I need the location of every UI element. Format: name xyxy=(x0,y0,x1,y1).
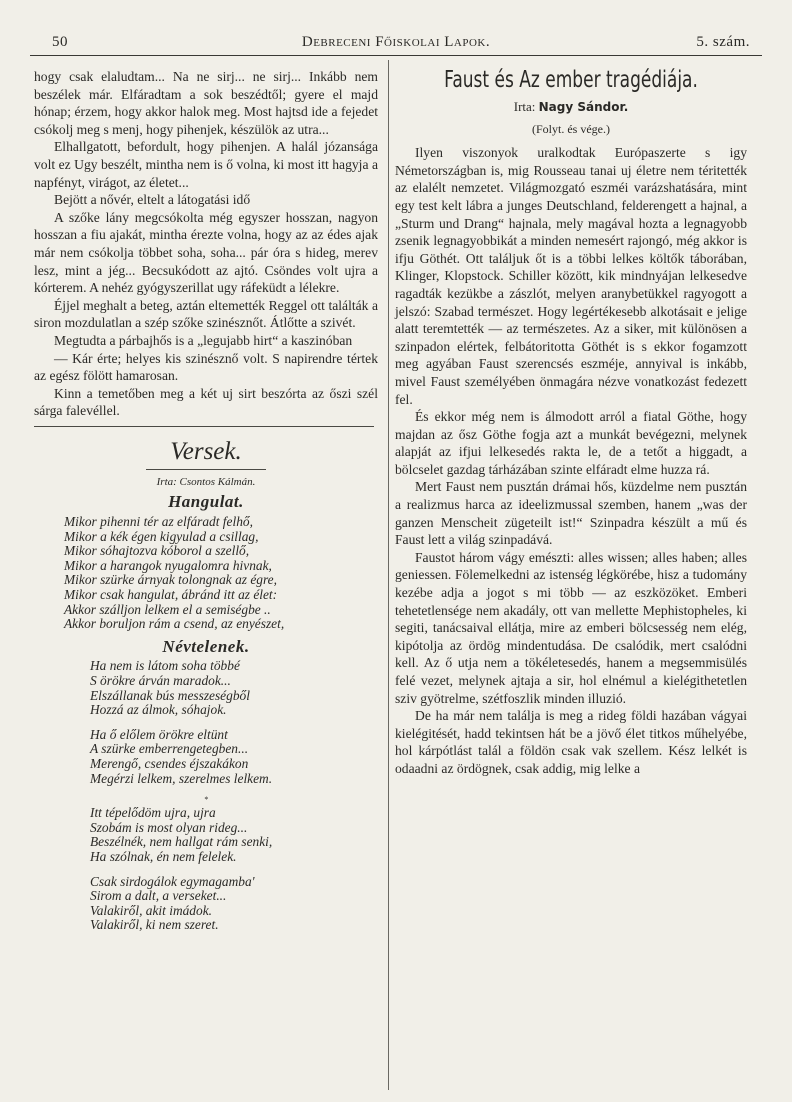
versek-author: Irta: Csontos Kálmán. xyxy=(156,475,256,488)
poem-line: Mikor a kék égen kigyulad a csillag, xyxy=(64,528,259,544)
poem-line: Valakiről, akit imádok. xyxy=(90,902,212,918)
poem-line: Beszélnék, nem hallgat rám senki, xyxy=(90,834,273,850)
article-paragraph: De ha már nem találja is meg a rideg földi hazában vágyai kielégitését, hadd tekintsen hát be a jövő élet titkos műhelyébe, hol kárpótlást talál a földön csak vak szellem. Kész lelkét is odaadni az ördögnek, csak addig, mig lelke a xyxy=(395,708,747,776)
poem-line: S örökre árván maradok... xyxy=(90,673,231,688)
poem-line: Mikor csak hangulat, ábránd itt az élet: xyxy=(64,587,278,603)
poem-line: Hozzá az álmok, sóhajok. xyxy=(90,702,227,718)
story-paragraph: Éjjel meghalt a beteg, aztán eltemették Reggel ott találták a siron mozdulatlan a szép szőke szinésznőt. Átlőtte a szivét. xyxy=(34,297,378,331)
page-number: 50 xyxy=(52,34,68,50)
versek-title: Versek. xyxy=(170,437,242,465)
poem-line: Szobám is most olyan rideg... xyxy=(90,819,248,835)
issue-number: 5. szám. xyxy=(696,34,750,50)
poem-line: Akkor szálljon lelkem el a semiségbe .. xyxy=(64,601,271,617)
article-byline xyxy=(395,98,747,117)
story-paragraph: Elhallgatott, befordult, hogy pihenjen. A halál józansága volt ez Ugy beszélt, mintha nem is ő volna, ki most itt hagyja a napfényt, virágot, az életet... xyxy=(34,139,378,190)
article-title: Faust és Az ember tragédiája. xyxy=(444,67,698,93)
byline-prefix: Irta: xyxy=(513,99,536,114)
poem-line: Megérzi lelkem, szerelmes lelkem. xyxy=(90,770,273,786)
poem-stanza xyxy=(90,728,378,786)
poem-line: Sirom a dalt, a verseket... xyxy=(90,888,227,904)
story-paragraph: Bejött a nővér, eltelt a látogatási idő xyxy=(54,192,251,208)
poem-line: Ha ő előlem örökre eltünt xyxy=(90,726,228,742)
poem-stanza xyxy=(90,659,378,717)
poem-stanza xyxy=(90,806,378,864)
article-paragraph: Faustot három vágy emészti: alles wissen; alles haben; alles geniessen. Fölemelkedni az istenség légkörébe, hisz a tudomány kezébe adja a jogot s mi több — az eszközöket. Emberi tehetetlensége nem akadály, ott van mellette Mephistopheles, ki segiti, tanácsaival ellátja, mire az emberi bölcsesség nem elég, kipótolja az ördög mindentudása. De csalódik, mert csalódni kell. Az ő utja nem a tökéletesedés, hanem a megsemmisülés felé vezet, melynek ajtaja a sir, hol elnémul a kielégithetetlen sziv gyötrelme, szétfoszlik minden illuzió. xyxy=(395,549,747,706)
poem-line: Mikor pihenni tér az elfáradt felhő, xyxy=(64,514,253,530)
story-paragraph: hogy csak elaludtam... Na ne sirj... ne sirj... Inkább nem beszélek már. Elfáradtam a sok beszédtől; gyere el majd hónap; érzem, hogy akkor halok meg. Most hajtsd ide a fejedet csókolj meg s menj, hogy pihenjek, készülök az utra... xyxy=(34,69,378,137)
poem-line: Mikor sóhajtozva kóborol a szellő, xyxy=(64,543,250,559)
poem-title-hangulat: Hangulat. xyxy=(168,492,244,512)
poem-nevtelenek xyxy=(34,659,378,933)
poem-title-nevtelenek: Névtelenek. xyxy=(162,636,250,656)
poem-line: Ha nem is látom soha többé xyxy=(90,658,240,674)
left-column xyxy=(34,68,378,943)
poem-line: Elszállanak bús messzeségből xyxy=(90,687,250,703)
title-rule xyxy=(146,469,266,470)
poem-line: Akkor boruljon rám a csend, az enyészet, xyxy=(64,616,285,632)
story-paragraph: Megtudta a párbajhős is a „legujabb hirt“ a kaszinóban xyxy=(54,332,353,348)
article-paragraph: Mert Faust nem pusztán drámai hős, küzdelme nem pusztán a realizmus harca az ideelizmussal szemben, hanem „was der ganzen Menscheit zügeteilt ist!“ Szinpadra készült a mű és Faust lett a világ szinpadává. xyxy=(395,479,747,548)
poem-line: Mikor a harangok nyugalomra hivnak, xyxy=(64,557,272,573)
story-paragraph: Kinn a temetőben meg a két uj sirt beszórta az őszi szél sárga falevéllel. xyxy=(34,385,378,419)
story-paragraph: A szőke lány megcsókolta még egyszer hosszan, nagyon hosszan a fiu ajakát, mintha érezte volna, hogy az az édes ajak már nem csókolja többet soha, soha... pár óra s hideg, merev lesz, mint a jég... Becsukódott az ajtó. Csöndes volt ujra a kórterem. A nehéz gyógyszerillat ugy ráfeküdt a lélekre. xyxy=(34,209,378,296)
article-paragraph: Ilyen viszonyok uralkodtak Európaszerte s igy Németországban is, mig Rousseau tanai uj életre nem téritették az elalélt nemzetet. Világmozgató eszméi varázshatására, mint egy test kelt lábra a junges Deutschland, felderengett a hajnal, a „Sturm und Drang“ hajnala, mely magával hozta a legnagyobb zsenik legnagyobbikát a minden nemesért rajongó, még akkor is ifju Göthét. Ott találjuk őt is a többi lelkes költők táborában, Klinger, Klopstock. Schiller között, kik mindnyájan lelkesedve ragadták kezükbe a zászlót, melyen aranybetükkel ragyogott a jelszó: Szabad természet. Hogy legértékesebb alkotásait e jelige alatt teremtették — az természetes. Az a siker, mit különösen a szinpadon elértek, felbátoritotta Göthét is s ekkor fogamzott meg agyában Faust szerencsés eszméje, annyival is inkább, mivel Faust személyében önmagára nézve vonatkozást fedezett fel. xyxy=(395,145,747,407)
right-column xyxy=(395,68,747,778)
column-divider xyxy=(388,60,389,1090)
poem-stanza xyxy=(90,875,378,933)
poem-line: Itt tépelődöm ujra, ujra xyxy=(90,805,216,821)
author-name: Nagy Sándor. xyxy=(538,100,629,114)
poem-line: Ha szólnak, én nem felelek. xyxy=(90,848,237,864)
article-paragraph: És ekkor még nem is álmodott arról a fiatal Göthe, hogy majdan az ősz Göthe fogja azt a munkát bevégezni, melynek alapját az ifjui lelkesedés rakta le, de a tetőt a higgadt, a bölcselet gazdag tárházában szinte elfáradt elme huzza rá. xyxy=(395,409,747,477)
poem-line: Mikor szürke árnyak tolongnak az égre, xyxy=(64,572,277,588)
section-rule xyxy=(34,426,374,427)
stanza-separator: * xyxy=(204,795,208,805)
journal-title: Debreceni Főiskolai Lapok. xyxy=(301,34,491,50)
page-header xyxy=(30,34,762,54)
header-rule xyxy=(30,55,762,56)
continuation-note: (Folyt. és vége.) xyxy=(532,121,610,136)
story-paragraph: — Kár érte; helyes kis szinésznő volt. S napirendre tértek az egész fölött hamarosan. xyxy=(34,350,378,384)
poem-line: Valakiről, ki nem szeret. xyxy=(90,917,219,933)
poem-line: A szürke emberrengetegben... xyxy=(90,741,249,757)
poem-hangulat xyxy=(64,515,378,632)
poem-line: Merengő, csendes éjszakákon xyxy=(90,755,249,771)
poem-line: Csak sirdogálok egymagamba' xyxy=(90,873,255,889)
